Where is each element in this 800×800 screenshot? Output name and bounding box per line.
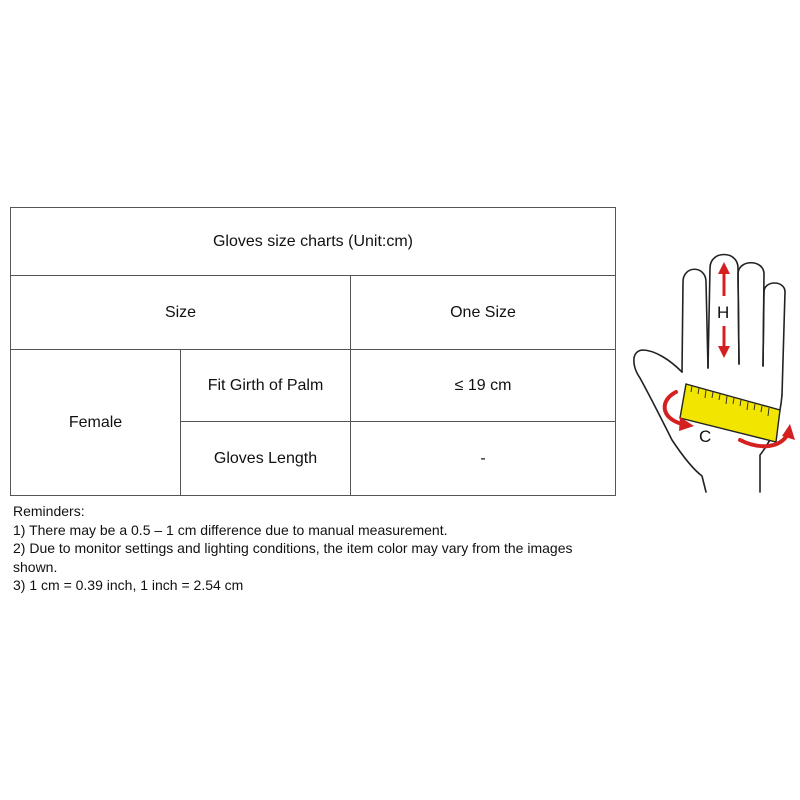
glove-length-value: - [351, 422, 616, 496]
hand-outline-icon [634, 255, 785, 493]
glove-length-label: Gloves Length [181, 422, 351, 496]
height-label: H [717, 303, 730, 322]
reminders-block [13, 502, 603, 595]
circumference-label: C [699, 427, 712, 446]
reminder-item: 1) There may be a 0.5 – 1 cm difference due to manual measurement. [13, 521, 448, 538]
size-chart-table [10, 207, 616, 496]
reminders-heading: Reminders: [13, 503, 85, 519]
reminder-item: 3) 1 cm = 0.39 inch, 1 inch = 2.54 cm [13, 577, 244, 593]
palm-girth-value: ≤ 19 cm [351, 350, 616, 422]
hand-measurement-diagram [630, 250, 800, 500]
palm-girth-label: Fit Girth of Palm [181, 350, 351, 422]
size-header: Size [11, 276, 351, 350]
table-title: Gloves size charts (Unit:cm) [11, 208, 616, 276]
gender-cell: Female [11, 350, 181, 496]
size-value: One Size [351, 276, 616, 350]
reminder-item: 2) Due to monitor settings and lighting conditions, the item color may vary from the images shown. [13, 540, 573, 575]
measuring-tape-icon [680, 384, 780, 442]
